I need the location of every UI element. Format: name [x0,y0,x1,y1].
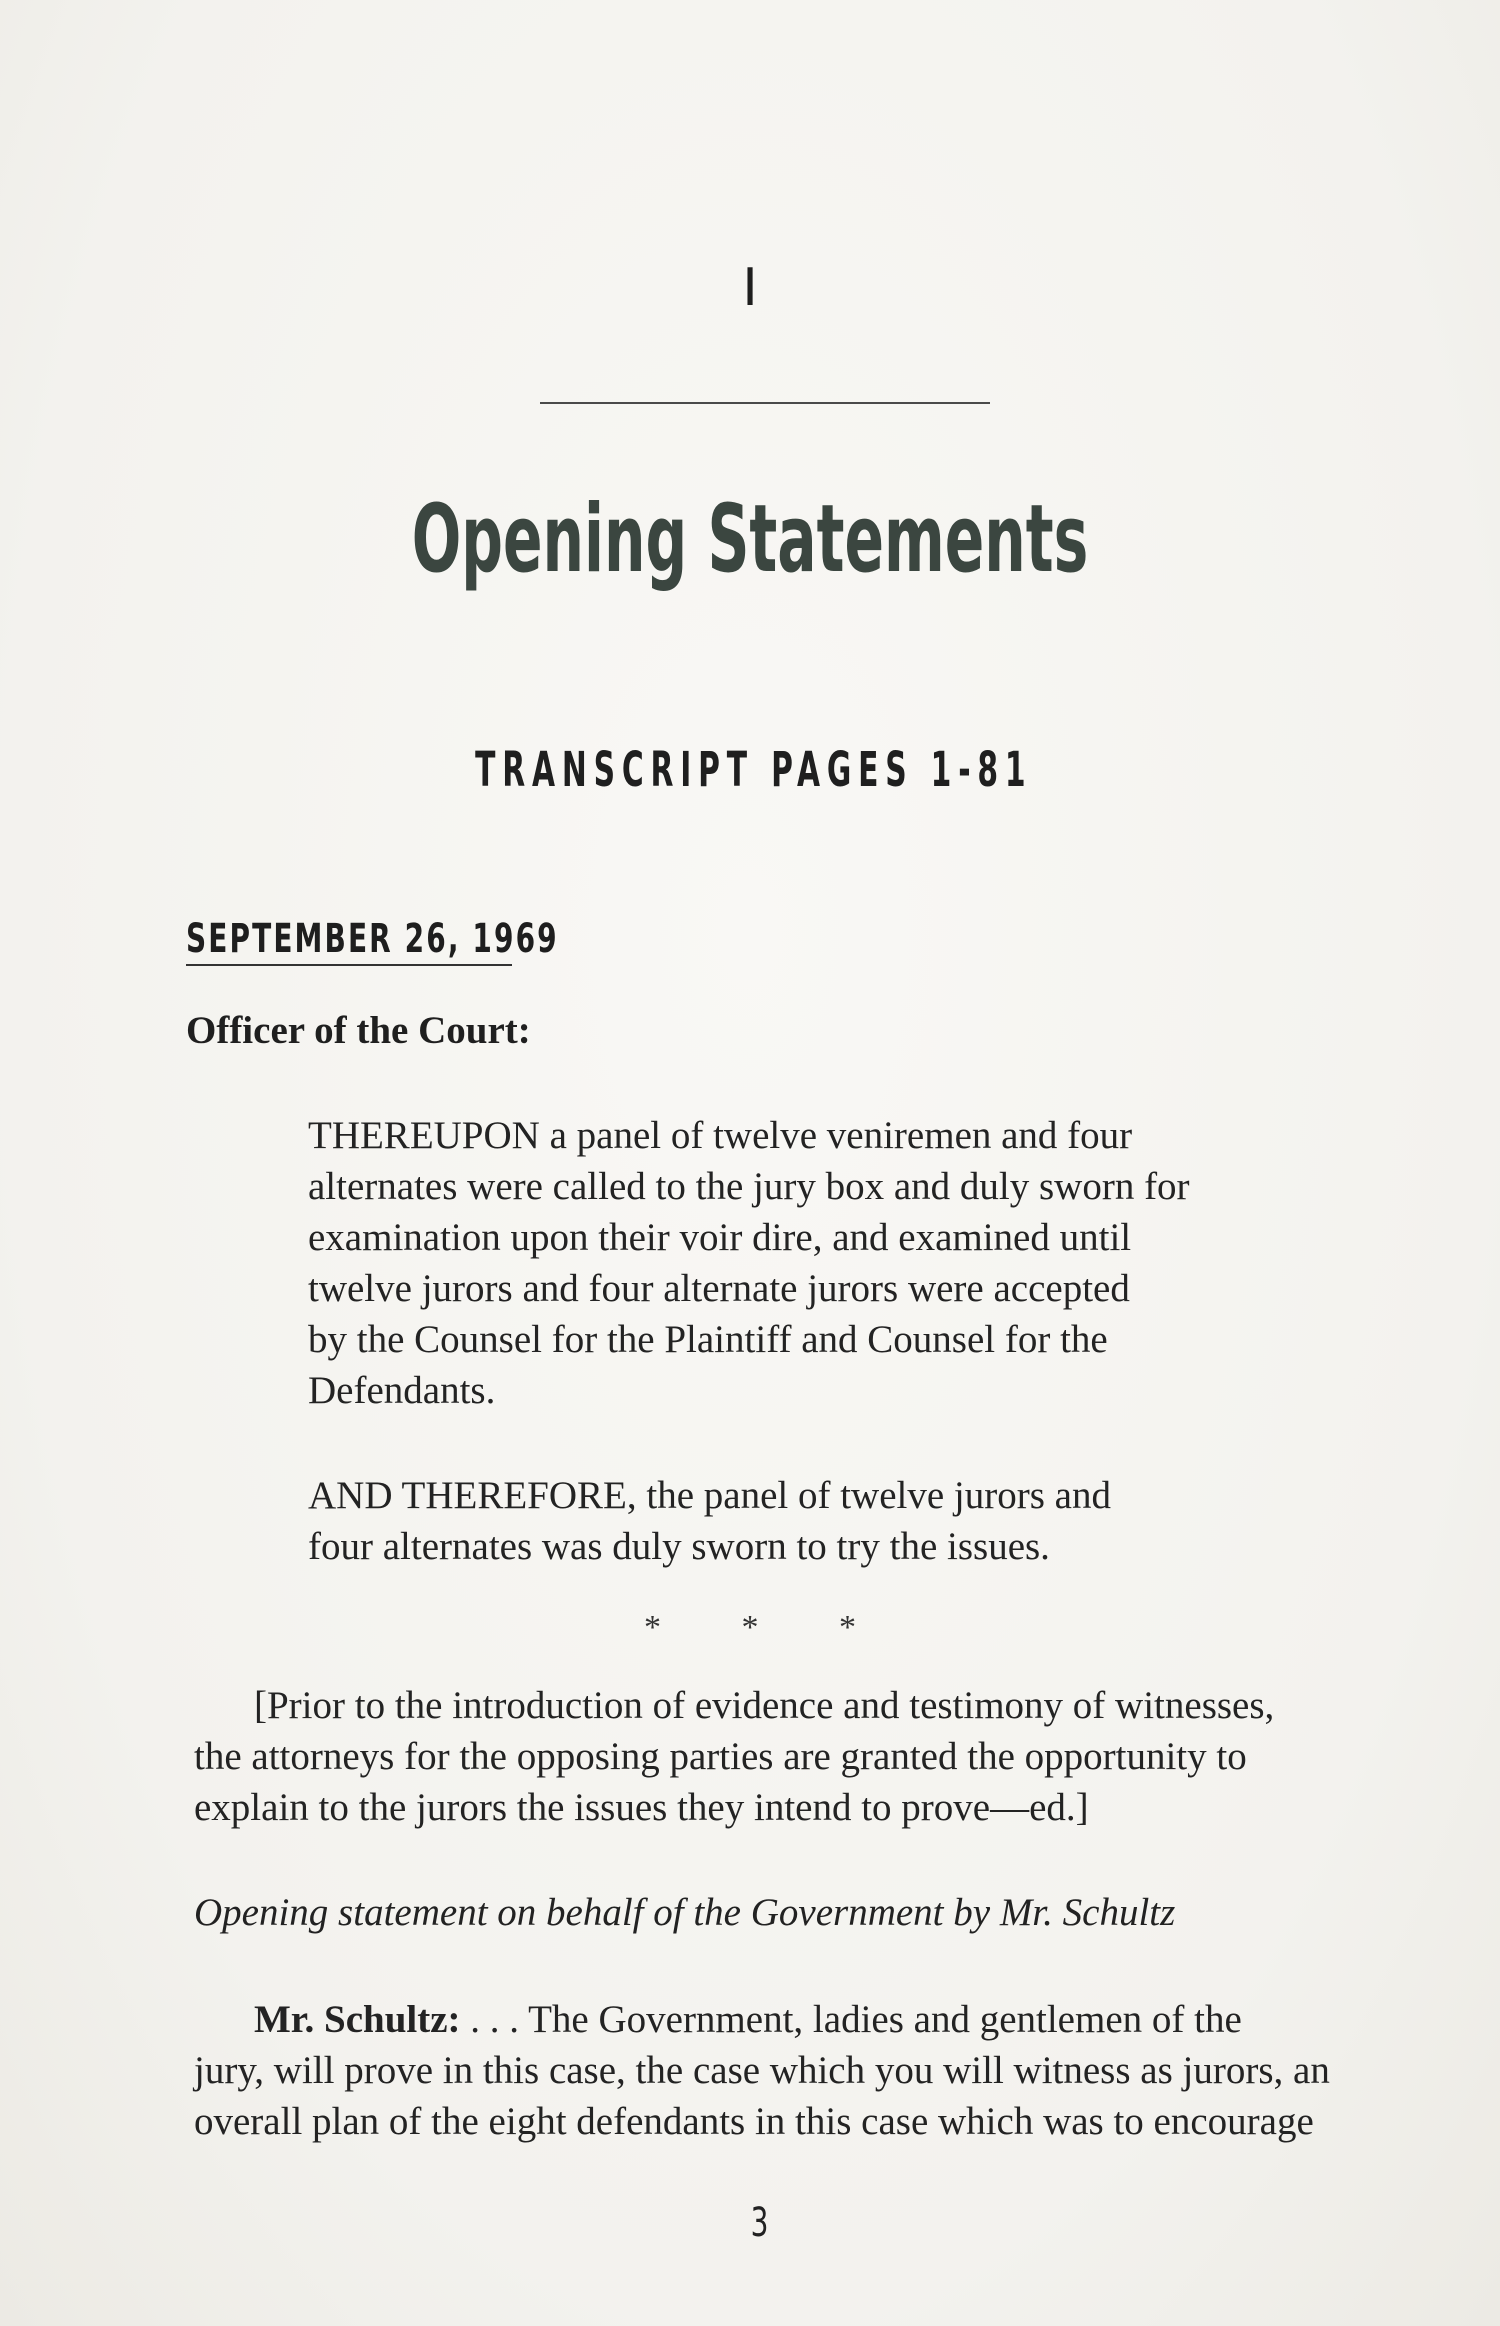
speaker-name-schultz: Mr. Schultz: [254,1998,461,2041]
text-line: alternates were called to the jury box and duly sworn for [308,1165,1190,1208]
paragraph-schultz [194,1994,1330,2147]
text-line: examination upon their voir dire, and examined until [308,1216,1132,1259]
text-line: Defendants. [308,1369,496,1412]
text-line: THEREUPON a panel of twelve veniremen and four [308,1114,1133,1157]
transcript-pages-subtitle: TRANSCRIPT PAGES 1-81 [475,742,1033,798]
title-divider [540,402,990,404]
chapter-title: Opening Statements [411,485,1089,594]
text-line: four alternates was duly sworn to try the issues. [308,1525,1050,1568]
opening-statement-caption: Opening statement on behalf of the Government by Mr. Schultz [194,1891,1176,1934]
text-line: [Prior to the introduction of evidence and testimony of witnesses, [254,1684,1275,1727]
date-underline [186,964,512,966]
text-line: explain to the jurors the issues they intend to prove—ed.] [194,1786,1089,1829]
paragraph-therefore [308,1470,1111,1572]
chapter-number: I [742,258,758,318]
text-line: AND THEREFORE, the panel of twelve jurors and [308,1474,1111,1517]
text-line: jury, will prove in this case, the case which you will witness as jurors, an [194,2049,1330,2092]
date-heading: SEPTEMBER 26, 1969 [186,916,559,962]
asterisk: * [644,1609,661,1646]
asterisk: * [741,1609,759,1646]
text-line [194,1994,1330,2045]
section-break-asterisks [0,1608,1500,1648]
speaker-heading-officer: Officer of the Court: [186,1009,531,1052]
text-line: by the Counsel for the Plaintiff and Counsel for the [308,1318,1108,1361]
speech-text: . . . The Government, ladies and gentlemen of the [460,1998,1242,2041]
text-line: overall plan of the eight defendants in this case which was to encourage [194,2100,1314,2143]
page-number: 3 [750,2200,769,2246]
paragraph-editorial-note [194,1680,1274,1833]
text-line: twelve jurors and four alternate jurors were accepted [308,1267,1130,1310]
asterisk: * [839,1609,856,1646]
text-line: the attorneys for the opposing parties are granted the opportunity to [194,1735,1247,1778]
paragraph-thereupon [308,1110,1190,1416]
